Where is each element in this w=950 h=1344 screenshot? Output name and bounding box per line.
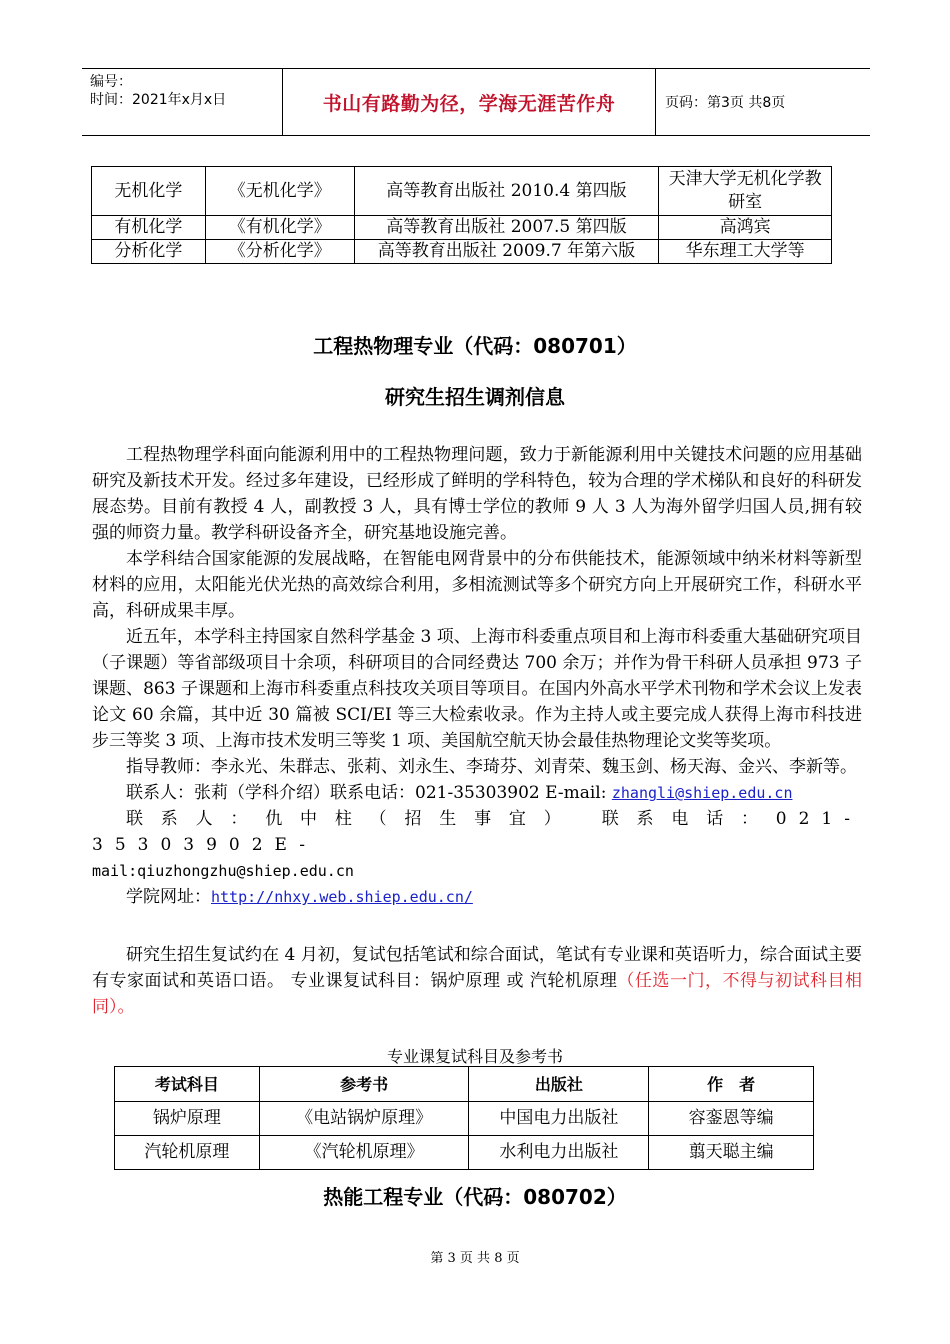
table-row xyxy=(115,1102,814,1136)
header-motto: 书山有路勤为径，学海无涯苦作舟 xyxy=(322,92,616,115)
retest-paragraph xyxy=(92,942,862,1020)
contact-line xyxy=(92,780,862,806)
publisher-cell: 中国电力出版社 xyxy=(469,1102,649,1136)
advisors-paragraph: 指导教师：李永光、朱群志、张莉、刘永生、李琦芬、刘青荣、魏玉剑、杨天海、金兴、李新等。 xyxy=(126,757,857,777)
column-header: 作 者 xyxy=(649,1067,814,1102)
author-cell: 华东理工大学等 xyxy=(659,240,832,264)
book-cell: 《电站锅炉原理》 xyxy=(259,1102,469,1136)
chemistry-reference-table xyxy=(91,166,832,264)
book-cell: 《无机化学》 xyxy=(205,167,354,216)
table-row xyxy=(115,1136,814,1170)
subject-cell: 有机化学 xyxy=(92,216,206,240)
author-cell: 天津大学无机化学教研室 xyxy=(659,167,832,216)
intro-paragraph: 工程热物理学科面向能源利用中的工程热物理问题，致力于新能源利用中关键技术问题的应用基础研究及新技术开发。经过多年建设，已经形成了鲜明的学科特色，较为合理的学术梯队和良好的科研发展态势。目前有教授 4 人，副教授 3 人，具有博士学位的教师 9 人 3 人为海外留学归国人员,拥有较强的师资力量。教学科研设备齐全，研究基地设施完善。 xyxy=(92,445,862,543)
website-line xyxy=(92,884,862,910)
column-header: 考试科目 xyxy=(115,1067,260,1102)
book-cell: 《分析化学》 xyxy=(205,240,354,264)
author-cell: 容銮恩等编 xyxy=(649,1102,814,1136)
table-row xyxy=(92,167,832,216)
exam-subjects-table xyxy=(114,1066,814,1170)
header-divider xyxy=(655,69,656,135)
header-page-info: 页码：第3页 共8页 xyxy=(665,95,786,111)
author-cell: 高鸿宾 xyxy=(659,216,832,240)
section-title: 工程热物理专业（代码：080701） xyxy=(313,334,637,358)
header-meta xyxy=(90,73,226,109)
subject-cell: 分析化学 xyxy=(92,240,206,264)
research-paragraph: 本学科结合国家能源的发展战略，在智能电网背景中的分布供能技术，能源领域中纳米材料等新型材料的应用，太阳能光伏光热的高效综合利用，多相流测试等多个研究方向上开展研究工作，科研水平高，科研成果丰厚。 xyxy=(92,549,862,621)
subject-cell: 锅炉原理 xyxy=(115,1102,260,1136)
subject-cell: 汽轮机原理 xyxy=(115,1136,260,1170)
contact-email-text: mail:qiuzhongzhu@shiep.edu.cn xyxy=(92,862,354,880)
publisher-cell: 水利电力出版社 xyxy=(469,1136,649,1170)
retest-note: （任选一门，不得与初试科目相同）。 xyxy=(92,971,863,1017)
subject-cell: 无机化学 xyxy=(92,167,206,216)
section-subtitle: 研究生招生调剂信息 xyxy=(385,385,565,409)
section-body xyxy=(92,442,862,910)
retest-block xyxy=(92,942,862,1020)
table-row xyxy=(92,216,832,240)
book-cell: 《有机化学》 xyxy=(205,216,354,240)
publisher-cell: 高等教育出版社 2010.4 第四版 xyxy=(354,167,659,216)
publisher-cell: 高等教育出版社 2007.5 第四版 xyxy=(354,216,659,240)
achievements-paragraph: 近五年，本学科主持国家自然科学基金 3 项、上海市科委重点项目和上海市科委重大基础研究项目（子课题）等省部级项目十余项，科研项目的合同经费达 700 余万；并作为骨干科研人员承担 973 子课题、863 子课题和上海市科委重点科技攻关项目等项目。在国内外高水平学术刊物和学术会议上发表论文 60 余篇，其中近 30 篇被 SCI/EI 等三大检索收录。作为主持人或主要完成人获得上海市科技进步三等奖 3 项、上海市技术发明三等奖 1 项、美国航空航天协会最佳热物理论文奖等奖项。 xyxy=(92,627,862,751)
table-caption: 专业课复试科目及参考书 xyxy=(386,1047,563,1066)
email-link[interactable]: zhangli@shiep.edu.cn xyxy=(611,784,793,802)
publisher-cell: 高等教育出版社 2009.7 年第六版 xyxy=(354,240,659,264)
document-time-label: 时间：2021年x月x日 xyxy=(90,92,227,108)
contact-line: 联系人：仇中柱（招生事宜） 联系电话：021-35303902E- xyxy=(92,809,862,855)
contact-text: 联系人：张莉（学科介绍）联系电话：021-35303902 E-mail: xyxy=(126,783,612,803)
document-number-label: 编号： xyxy=(90,74,132,90)
column-header: 出版社 xyxy=(469,1067,649,1102)
website-link[interactable]: http://nhxy.web.shiep.edu.cn/ xyxy=(211,888,473,906)
page-header xyxy=(82,68,870,136)
table-row xyxy=(92,240,832,264)
website-label: 学院网址： xyxy=(126,887,211,907)
author-cell: 翦天聪主编 xyxy=(649,1136,814,1170)
section-title: 热能工程专业（代码：080702） xyxy=(323,1185,627,1209)
book-cell: 《汽轮机原理》 xyxy=(259,1136,469,1170)
table-header-row xyxy=(115,1067,814,1102)
column-header: 参考书 xyxy=(259,1067,469,1102)
retest-text: 研究生招生复试约在 4 月初，复试包括笔试和综合面试，笔试有专业课和英语听力，综合面试主要有专家面试和英语口语。 专业课复试科目：锅炉原理 或 汽轮机原理 xyxy=(92,945,862,991)
page-footer: 第 3 页 共 8 页 xyxy=(430,1251,520,1266)
